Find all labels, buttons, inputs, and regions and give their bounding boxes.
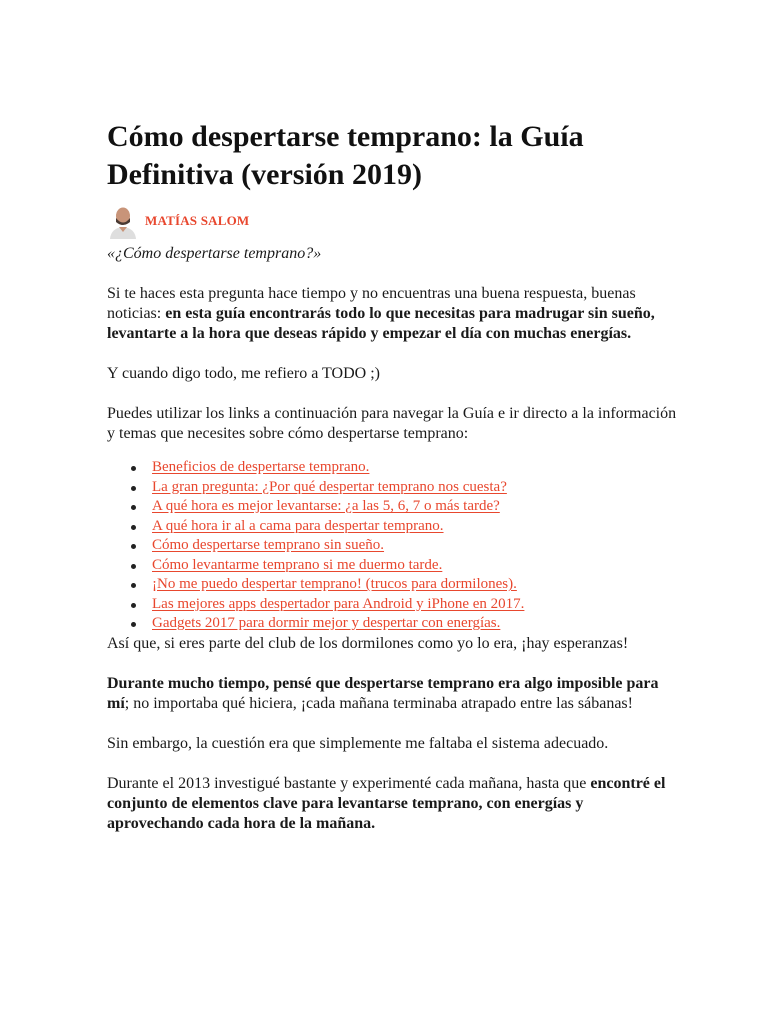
table-of-contents [107, 458, 682, 634]
toc-item [107, 595, 682, 615]
author-avatar [107, 203, 139, 239]
toc-item [107, 536, 682, 556]
sistema-paragraph: Sin embargo, la cuestión era que simplemente me faltaba el sistema adecuado. [107, 734, 609, 752]
intro-bold: en esta guía encontrarás todo lo que necesitas para madrugar sin sueño, levantarte a la hora que deseas rápido y empezar el día con muchas energías. [107, 305, 655, 342]
toc-link-gadgets[interactable]: Gadgets 2017 para dormir mejor y despertar con energías. [152, 615, 501, 631]
imposible-rest: ; no importaba qué hiciera, ¡cada mañana terminaba atrapado entre las sábanas! [124, 694, 633, 712]
author-byline [107, 202, 682, 240]
imposible-paragraph [107, 674, 682, 714]
author-name[interactable]: MATÍAS SALOM [145, 213, 250, 228]
investigacion-bold: encontré el conjunto de elementos clave para levantarse temprano, con energías y aprovechando cada hora de la mañana. [107, 774, 666, 832]
toc-link-duermo-tarde[interactable]: Cómo levantarme temprano si me duermo tarde. [152, 556, 443, 573]
toc-link-trucos-dormilones[interactable]: ¡No me puedo despertar temprano! (trucos para dormilones). [152, 576, 517, 592]
investigacion-paragraph [107, 774, 682, 834]
toc-link-beneficios[interactable]: Beneficios de despertarse temprano. [152, 459, 370, 475]
investigacion-lead: Durante el 2013 investigué bastante y experimenté cada mañana, hasta que [107, 774, 591, 792]
todo-paragraph: Y cuando digo todo, me refiero a TODO ;) [107, 365, 380, 382]
intro-paragraph [107, 284, 682, 344]
toc-link-gran-pregunta[interactable]: La gran pregunta: ¿Por qué despertar temprano nos cuesta? [152, 478, 507, 495]
article [107, 118, 682, 854]
toc-link-hora-ir-cama[interactable]: A qué hora ir al a cama para despertar temprano. [152, 517, 444, 534]
toc-item [107, 556, 682, 576]
article-title: Cómo despertarse temprano: la Guía Definitiva (versión 2019) [107, 120, 584, 191]
avatar-person-icon [107, 203, 139, 239]
toc-link-que-hora-levantarse[interactable]: A qué hora es mejor levantarse: ¿a las 5, 6, 7 o más tarde? [152, 498, 500, 514]
toc-item [107, 497, 682, 517]
dormilones-paragraph: Así que, si eres parte del club de los dormilones como yo lo era, ¡hay esperanzas! [107, 634, 629, 652]
toc-item [107, 478, 682, 498]
intro-quote: «¿Cómo despertarse temprano?» [107, 245, 322, 262]
intro-lead: Si te haces esta pregunta hace tiempo y no encuentras una buena respuesta, buenas noticias: [107, 285, 636, 322]
links-intro-paragraph: Puedes utilizar los links a continuación para navegar la Guía e ir directo a la información y temas que necesites sobre cómo despertarse temprano: [107, 405, 677, 442]
toc-item [107, 575, 682, 595]
imposible-bold: Durante mucho tiempo, pensé que despertarse temprano era algo imposible para mí [107, 674, 659, 712]
toc-item [107, 517, 682, 537]
toc-item [107, 614, 682, 634]
toc-link-apps-despertador[interactable]: Las mejores apps despertador para Android y iPhone en 2017. [152, 595, 525, 612]
toc-link-sin-sueno[interactable]: Cómo despertarse temprano sin sueño. [152, 537, 385, 553]
toc-item [107, 458, 682, 478]
